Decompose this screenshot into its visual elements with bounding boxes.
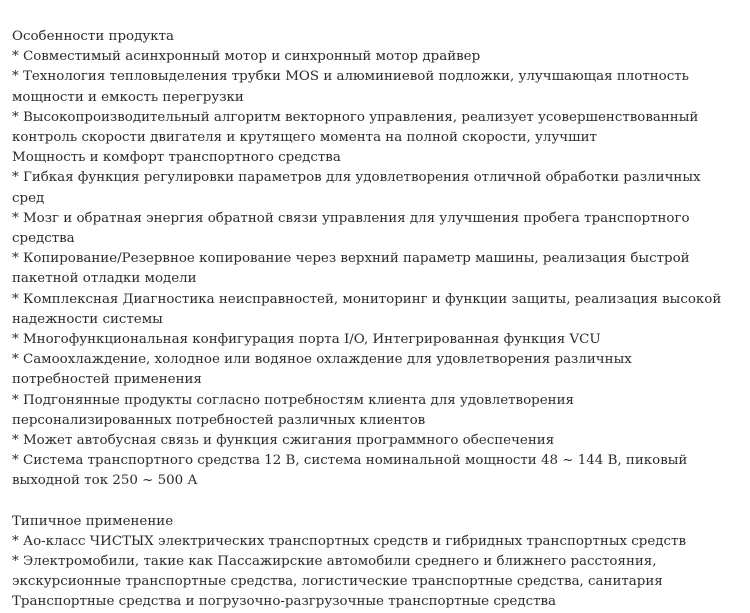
- feature-item: * Многофункциональная конфигурация порта I/O, Интегрированная функция VCU: [12, 332, 601, 348]
- features-heading: Особенности продукта: [12, 29, 174, 44]
- section-spacer: [12, 492, 728, 512]
- feature-item: * Высокопроизводительный алгоритм векторного управления, реализует усовершенствованный контроль скорости двигателя и крутящего момента на полной скорости, улучшит: [12, 109, 699, 146]
- application-item: * Электромобили, такие как Пассажирские автомобили среднего и ближнего расстояния, экскурсионные транспортные средства, логистические транспортные средства, санитария: [12, 554, 663, 590]
- product-description: [12, 27, 728, 613]
- applications-section: [12, 512, 728, 613]
- feature-item: * Может автобусная связь и функция сжигания программного обеспечения: [12, 433, 555, 449]
- applications-heading: Типичное применение: [12, 513, 174, 529]
- feature-item: * Технология тепловыделения трубки MOS и алюминиевой подложки, улучшающая плотность мощности и емкость перегрузки: [12, 69, 689, 105]
- feature-item: Мощность и комфорт транспортного средства: [12, 150, 341, 166]
- feature-item: * Подгонянные продукты согласно потребностям клиента для удовлетворения персонализированных потребностей различных клиентов: [12, 392, 574, 428]
- feature-item: * Совместимый асинхронный мотор и синхронный мотор драйвер: [12, 49, 481, 65]
- feature-item: * Система транспортного средства 12 В, система номинальной мощности 48 ~ 144 В, пиковый выходной ток 250 ~ 500 А: [12, 453, 688, 489]
- feature-item: * Гибкая функция регулировки параметров для удовлетворения отличной обработки различных сред: [12, 170, 701, 206]
- features-section: [12, 27, 728, 492]
- feature-item: * Мозг и обратная энергия обратной связи управления для улучшения пробега транспортного средства: [12, 210, 690, 247]
- application-item: * Ао-класс ЧИСТЫХ электрических транспортных средств и гибридных транспортных средств: [12, 533, 686, 549]
- feature-item: * Комплексная Диагностика неисправностей, мониторинг и функции защиты, реализация высокой надежности системы: [12, 291, 722, 327]
- feature-item: * Копирование/Резервное копирование через верхний параметр машины, реализация быстрой пакетной отладки модели: [12, 251, 690, 287]
- feature-item: * Самоохлаждение, холодное или водяное охлаждение для удовлетворения различных потребностей применения: [12, 352, 632, 388]
- application-item: Транспортные средства и погрузочно-разгрузочные транспортные средства: [12, 594, 557, 610]
